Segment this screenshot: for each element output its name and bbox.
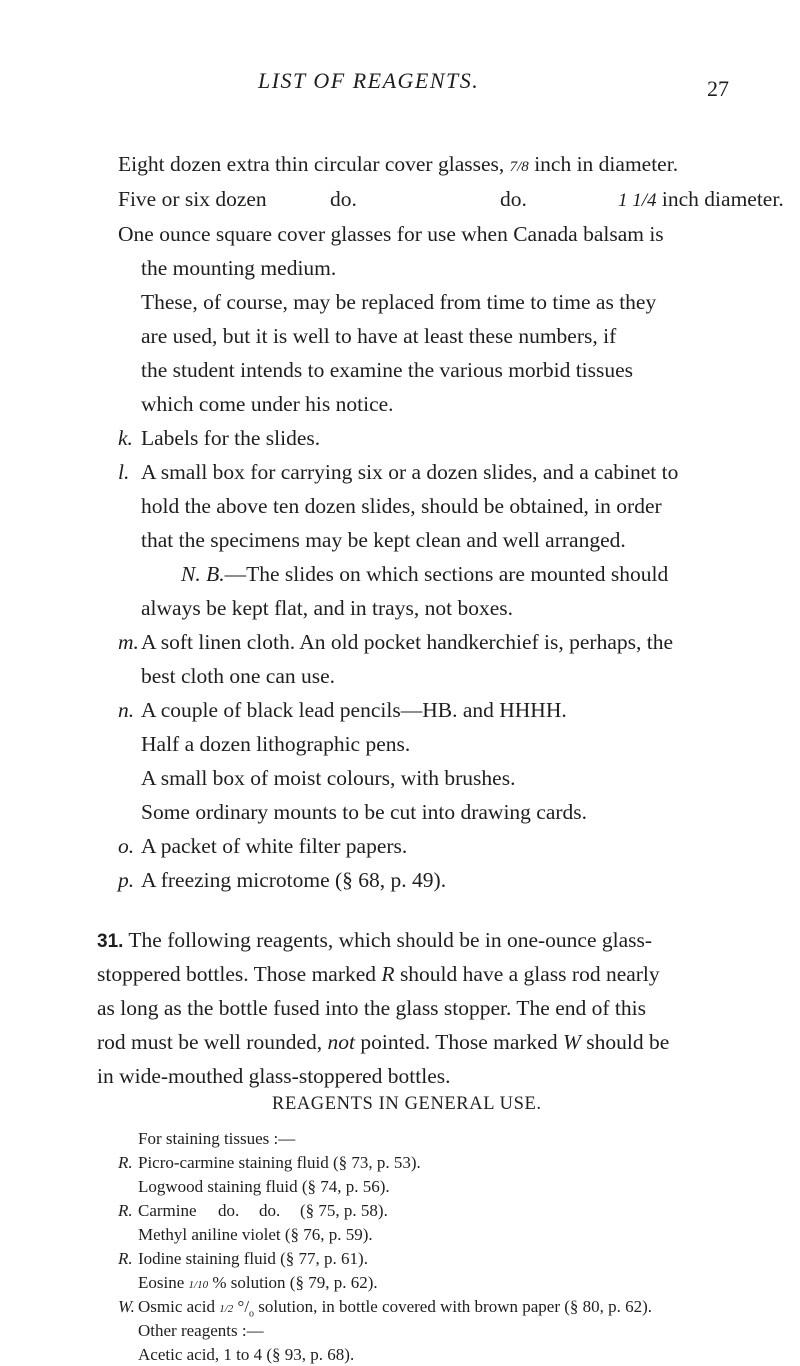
line-cover-glasses-2: Five or six dozen bbox=[118, 187, 267, 211]
item-label-n: n. bbox=[118, 698, 135, 722]
section-number: 31. bbox=[97, 931, 124, 952]
reagent-acetic-acid: Acetic acid, 1 to 4 (§ 93, p. 68). bbox=[138, 1345, 355, 1364]
item-n-line-1: A couple of black lead pencils—HB. and HHHH. bbox=[141, 698, 567, 722]
other-intro: Other reagents :— bbox=[138, 1321, 264, 1340]
item-l-line-1: A small box for carrying six or a dozen slides, and a cabinet to bbox=[141, 460, 679, 484]
running-title: LIST OF REAGENTS. bbox=[258, 68, 480, 93]
reagent-methyl-violet: Methyl aniline violet (§ 76, p. 59). bbox=[138, 1225, 373, 1244]
section-31-line-1: 31. The following reagents, which should be in one-ounce glass- bbox=[97, 928, 653, 952]
line-mounting-medium: the mounting medium. bbox=[141, 256, 337, 280]
reagent-carmine-ditto-2: do. bbox=[259, 1201, 281, 1220]
mark-w: W. bbox=[118, 1297, 135, 1316]
mark-r-1: R. bbox=[118, 1153, 133, 1172]
mark-r-2: R. bbox=[118, 1201, 133, 1220]
nota-bene-line-2: always be kept flat, and in trays, not boxes. bbox=[141, 596, 513, 620]
item-k-text: Labels for the slides. bbox=[141, 426, 321, 450]
item-label-p: p. bbox=[118, 868, 135, 892]
reagent-carmine: Carmine bbox=[138, 1201, 197, 1220]
ditto-1: do. bbox=[330, 187, 357, 211]
fraction-seven-eighths: 7/8 bbox=[509, 159, 529, 175]
reagents-heading: REAGENTS IN GENERAL USE. bbox=[272, 1094, 542, 1114]
reagent-logwood: Logwood staining fluid (§ 74, p. 56). bbox=[138, 1177, 390, 1196]
item-n-line-4: Some ordinary mounts to be cut into drawing cards. bbox=[141, 800, 588, 824]
line-student-intends: the student intends to examine the various morbid tissues bbox=[141, 358, 634, 382]
line-are-used: are used, but it is well to have at least these numbers, if bbox=[141, 324, 617, 348]
item-l-line-3: that the specimens may be kept clean and well arranged. bbox=[141, 528, 626, 552]
section-31-line-4: rod must be well rounded, not pointed. Those marked W should be bbox=[97, 1030, 670, 1054]
reagent-eosine: Eosine 1/10 % solution (§ 79, p. 62). bbox=[138, 1273, 378, 1292]
fraction-one-tenth: 1/10 bbox=[188, 1279, 209, 1291]
nota-bene-label: N. B. bbox=[181, 562, 225, 586]
fraction-one-quarter: 1 1/4 bbox=[618, 190, 657, 211]
line-cover-glasses-1: Eight dozen extra thin circular cover glasses, 7/8 inch in diameter. bbox=[118, 152, 679, 176]
nota-bene-line-1: N. B.—The slides on which sections are mounted should bbox=[181, 562, 669, 586]
page-number: 27 bbox=[707, 76, 729, 101]
item-m-line-2: best cloth one can use. bbox=[141, 664, 336, 688]
item-n-line-3: A small box of moist colours, with brushes. bbox=[141, 766, 516, 790]
line-these-course: These, of course, may be replaced from time to time as they bbox=[141, 290, 657, 314]
reagent-iodine: Iodine staining fluid (§ 77, p. 61). bbox=[138, 1249, 368, 1268]
line-square-glasses: One ounce square cover glasses for use when Canada balsam is bbox=[118, 222, 664, 246]
fraction-one-half: 1/2 bbox=[219, 1303, 234, 1315]
item-label-k: k. bbox=[118, 426, 133, 450]
section-31-line-5: in wide-mouthed glass-stoppered bottles. bbox=[97, 1064, 451, 1088]
line-come-under: which come under his notice. bbox=[141, 392, 394, 416]
item-m-line-1: A soft linen cloth. An old pocket handkerchief is, perhaps, the bbox=[141, 630, 673, 654]
ditto-2: do. bbox=[500, 187, 527, 211]
item-p-text: A freezing microtome (§ 68, p. 49). bbox=[141, 868, 447, 892]
section-31-line-2: stoppered bottles. Those marked R should have a glass rod nearly bbox=[97, 962, 660, 986]
reagent-carmine-ditto-1: do. bbox=[218, 1201, 240, 1220]
item-label-l: l. bbox=[118, 460, 130, 484]
item-o-text: A packet of white filter papers. bbox=[141, 834, 408, 858]
item-n-line-2: Half a dozen lithographic pens. bbox=[141, 732, 411, 756]
item-label-o: o. bbox=[118, 834, 135, 858]
reagent-picro-carmine: Picro-carmine staining fluid (§ 73, p. 53). bbox=[138, 1153, 421, 1172]
item-l-line-2: hold the above ten dozen slides, should be obtained, in order bbox=[141, 494, 662, 518]
staining-intro: For staining tissues :— bbox=[138, 1129, 296, 1148]
reagent-osmic-acid: Osmic acid 1/2 $^\circ/_o$ solution, in bottle covered with brown paper (§ 80, p. 62). bbox=[138, 1297, 653, 1320]
line-cover-glasses-2-size: 1 1/4 inch diameter. bbox=[618, 187, 784, 211]
section-31-line-3: as long as the bottle fused into the glass stopper. The end of this bbox=[97, 996, 646, 1020]
reagent-carmine-ref: (§ 75, p. 58). bbox=[300, 1201, 388, 1220]
mark-r-3: R. bbox=[118, 1249, 133, 1268]
running-header bbox=[0, 68, 800, 108]
item-label-m: m. bbox=[118, 630, 139, 654]
